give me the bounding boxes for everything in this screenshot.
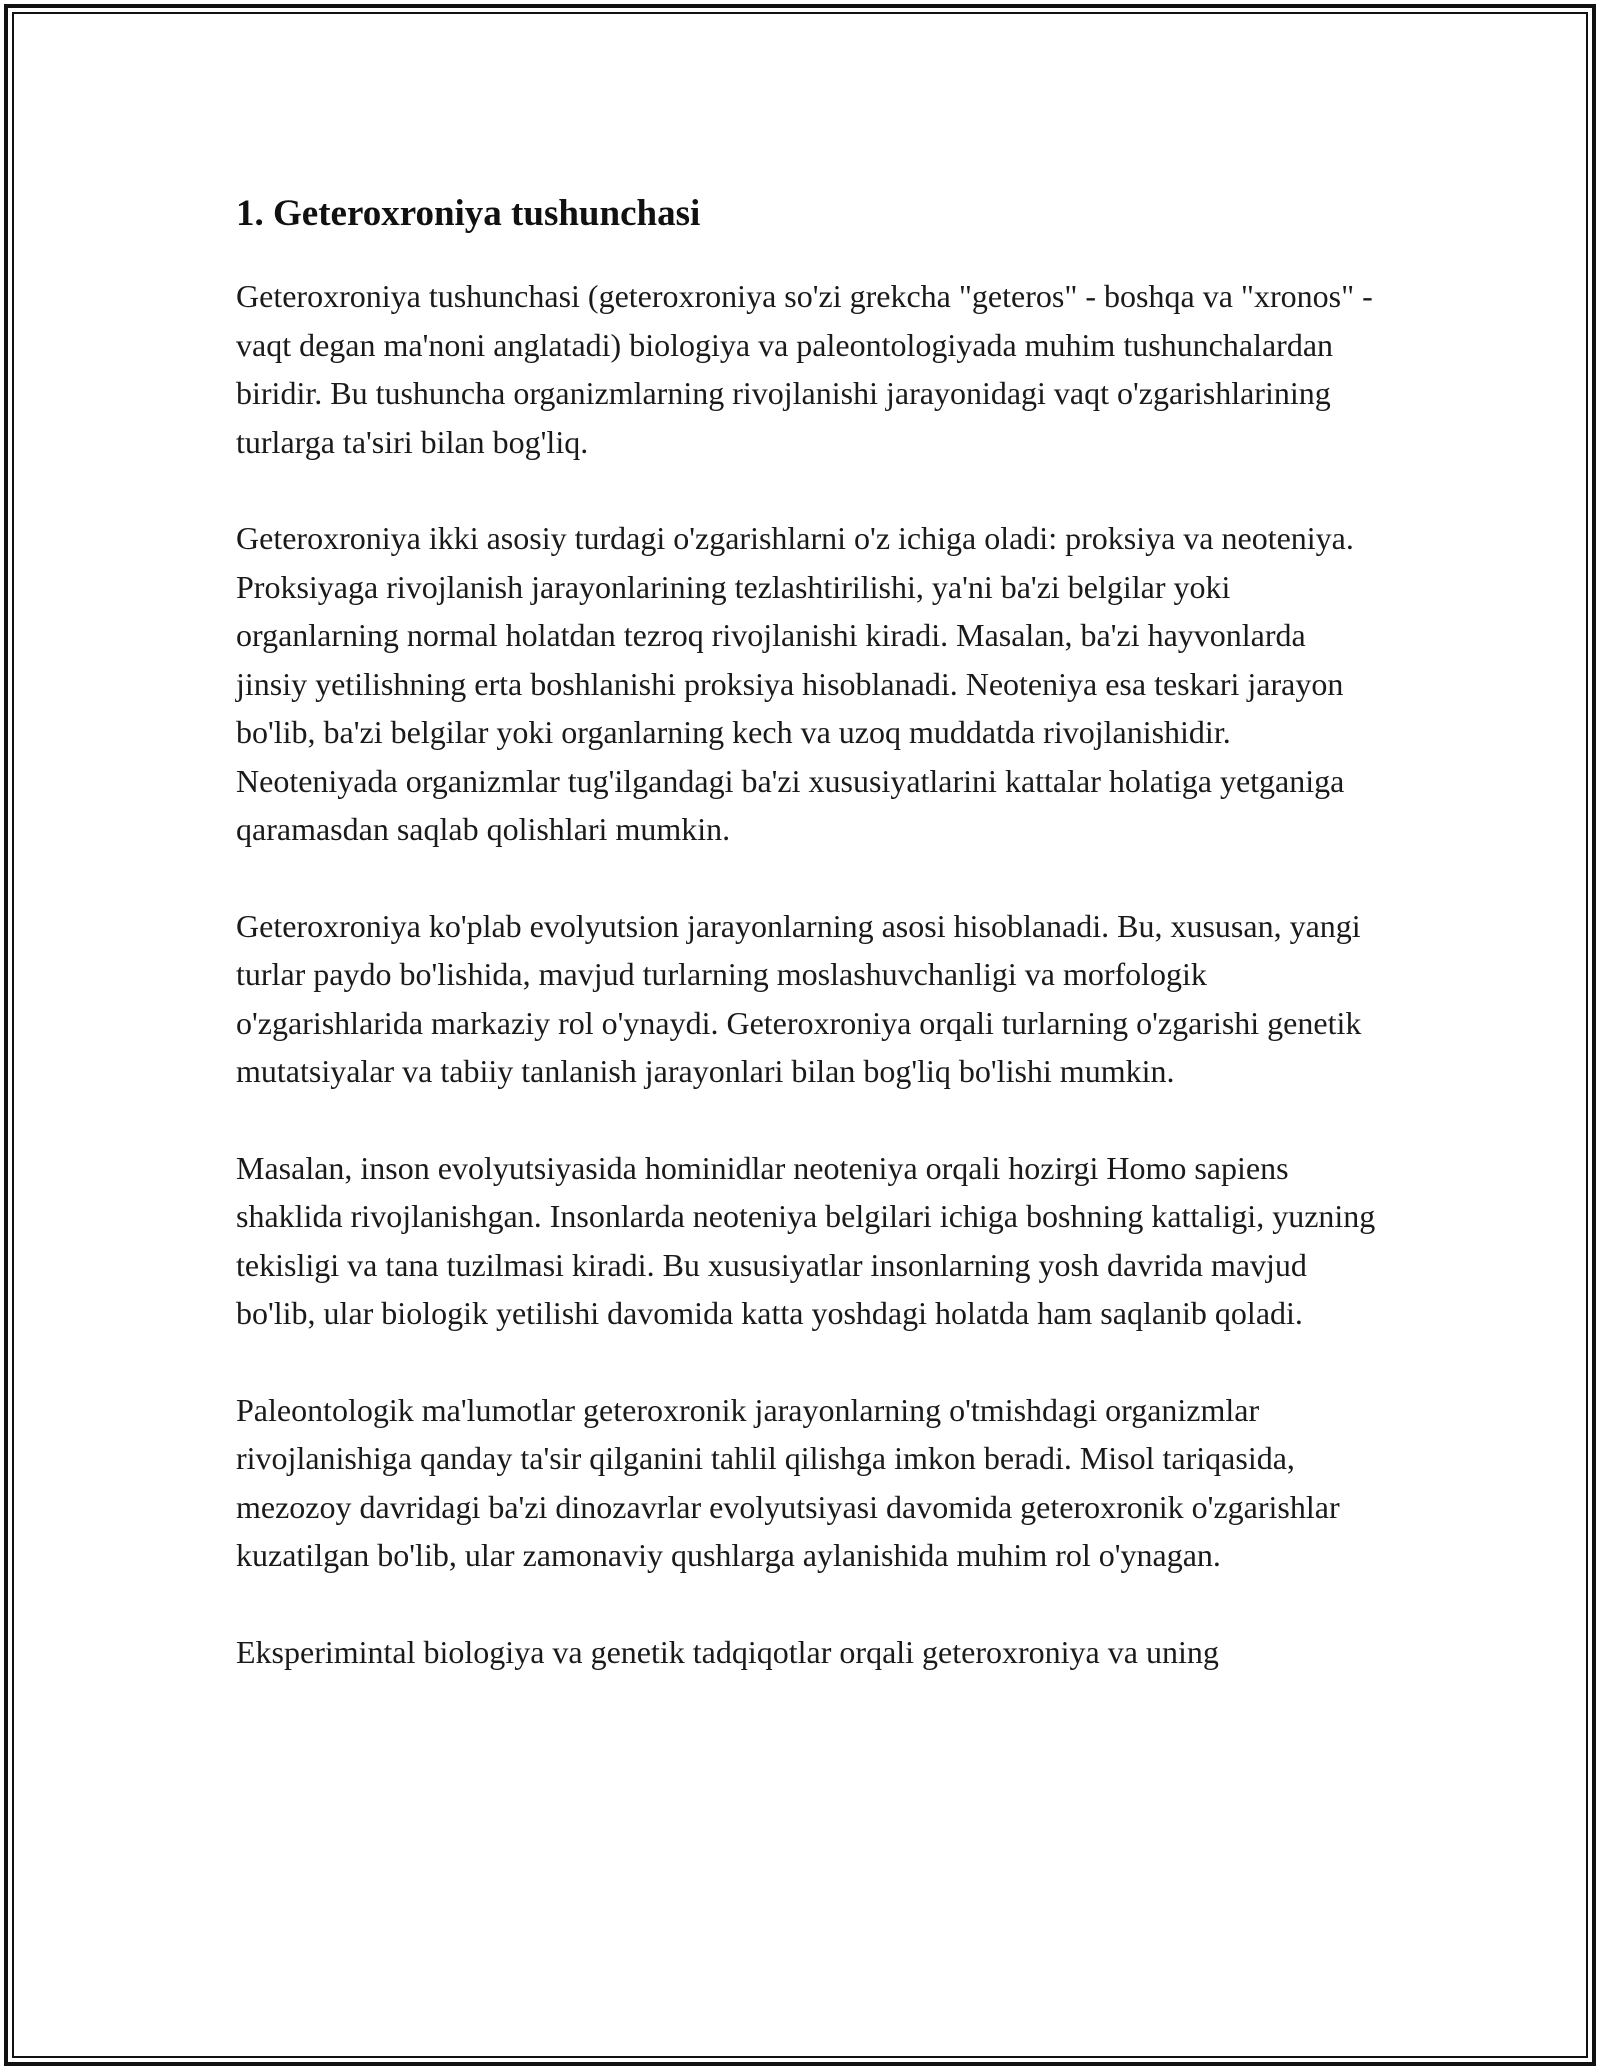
paragraph-human-example: Masalan, inson evolyutsiyasida hominidlar neoteniya orqali hozirgi Homo sapiens shaklida rivojlanishgan. Insonlarda neoteniya belgilari ichiga boshning kattaligi, yuzning tekisligi va tana tuzilmasi kiradi. Bu xususiyatlar insonlarning yosh davrida mavjud bo'lib, ular biologik yetilishi davomida katta yoshdagi holatda ham saqlanib qoladi. bbox=[236, 1149, 1376, 1331]
paragraph-types: Geteroxroniya ikki asosiy turdagi o'zgarishlarni o'z ichiga oladi: proksiya va neoteniya. Proksiyaga rivojlanish jarayonlarining tezlashtirilishi, ya'ni ba'zi belgilar yoki organlarning normal holatdan tezroq rivojlanishi kiradi. Masalan, ba'zi hayvonlarda jinsiy yetilishning erta boshlanishi proksiya hisoblanadi. Neoteniya esa teskari jarayon bo'lib, ba'zi belgilar yoki organlarning kech va uzoq muddatda rivojlanishidir. Neoteniyada organizmlar tug'ilgandagi ba'zi xususiyatlarini kattalar holatiga yetganiga qaramasdan saqlab qolishlari mumkin. bbox=[236, 520, 1354, 847]
paragraph-definition: Geteroxroniya tushunchasi (geteroxroniya so'zi grekcha "geteros" - boshqa va "xronos" - vaqt degan ma'noni anglatadi) biologiya va paleontologiyada muhim tushunchalardan biridir. Bu tushuncha organizmlarning rivojlanishi jarayonidagi vaqt o'zgarishlarining turlarga ta'siri bilan bog'liq. bbox=[236, 278, 1373, 460]
paragraph-experimental: Eksperimintal biologiya va genetik tadqiqotlar orqali geteroxroniya va uning bbox=[236, 1633, 1219, 1670]
paragraph-evolution: Geteroxroniya ko'plab evolyutsion jarayonlarning asosi hisoblanadi. Bu, xususan, yangi turlar paydo bo'lishida, mavjud turlarning moslashuvchanligi va morfologik o'zgarishlarida markaziy rol o'ynaydi. Geteroxroniya orqali turlarning o'zgarishi genetik mutatsiyalar va tabiiy tanlanish jarayonlari bilan bog'liq bo'lishi mumkin. bbox=[236, 907, 1362, 1089]
paragraph-paleontology: Paleontologik ma'lumotlar geteroxronik jarayonlarning o'tmishdagi organizmlar rivojlanishiga qanday ta'sir qilganini tahlil qilishga imkon beradi. Misol tariqasida, mezozoy davridagi ba'zi dinozavrlar evolyutsiyasi davomida geteroxronik o'zgarishlar kuzatilgan bo'lib, ular zamonaviy qushlarga aylanishida muhim rol o'ynagan. bbox=[236, 1391, 1340, 1573]
section-heading: 1. Geteroxroniya tushunchasi bbox=[236, 193, 701, 234]
document-body bbox=[236, 186, 1376, 1676]
